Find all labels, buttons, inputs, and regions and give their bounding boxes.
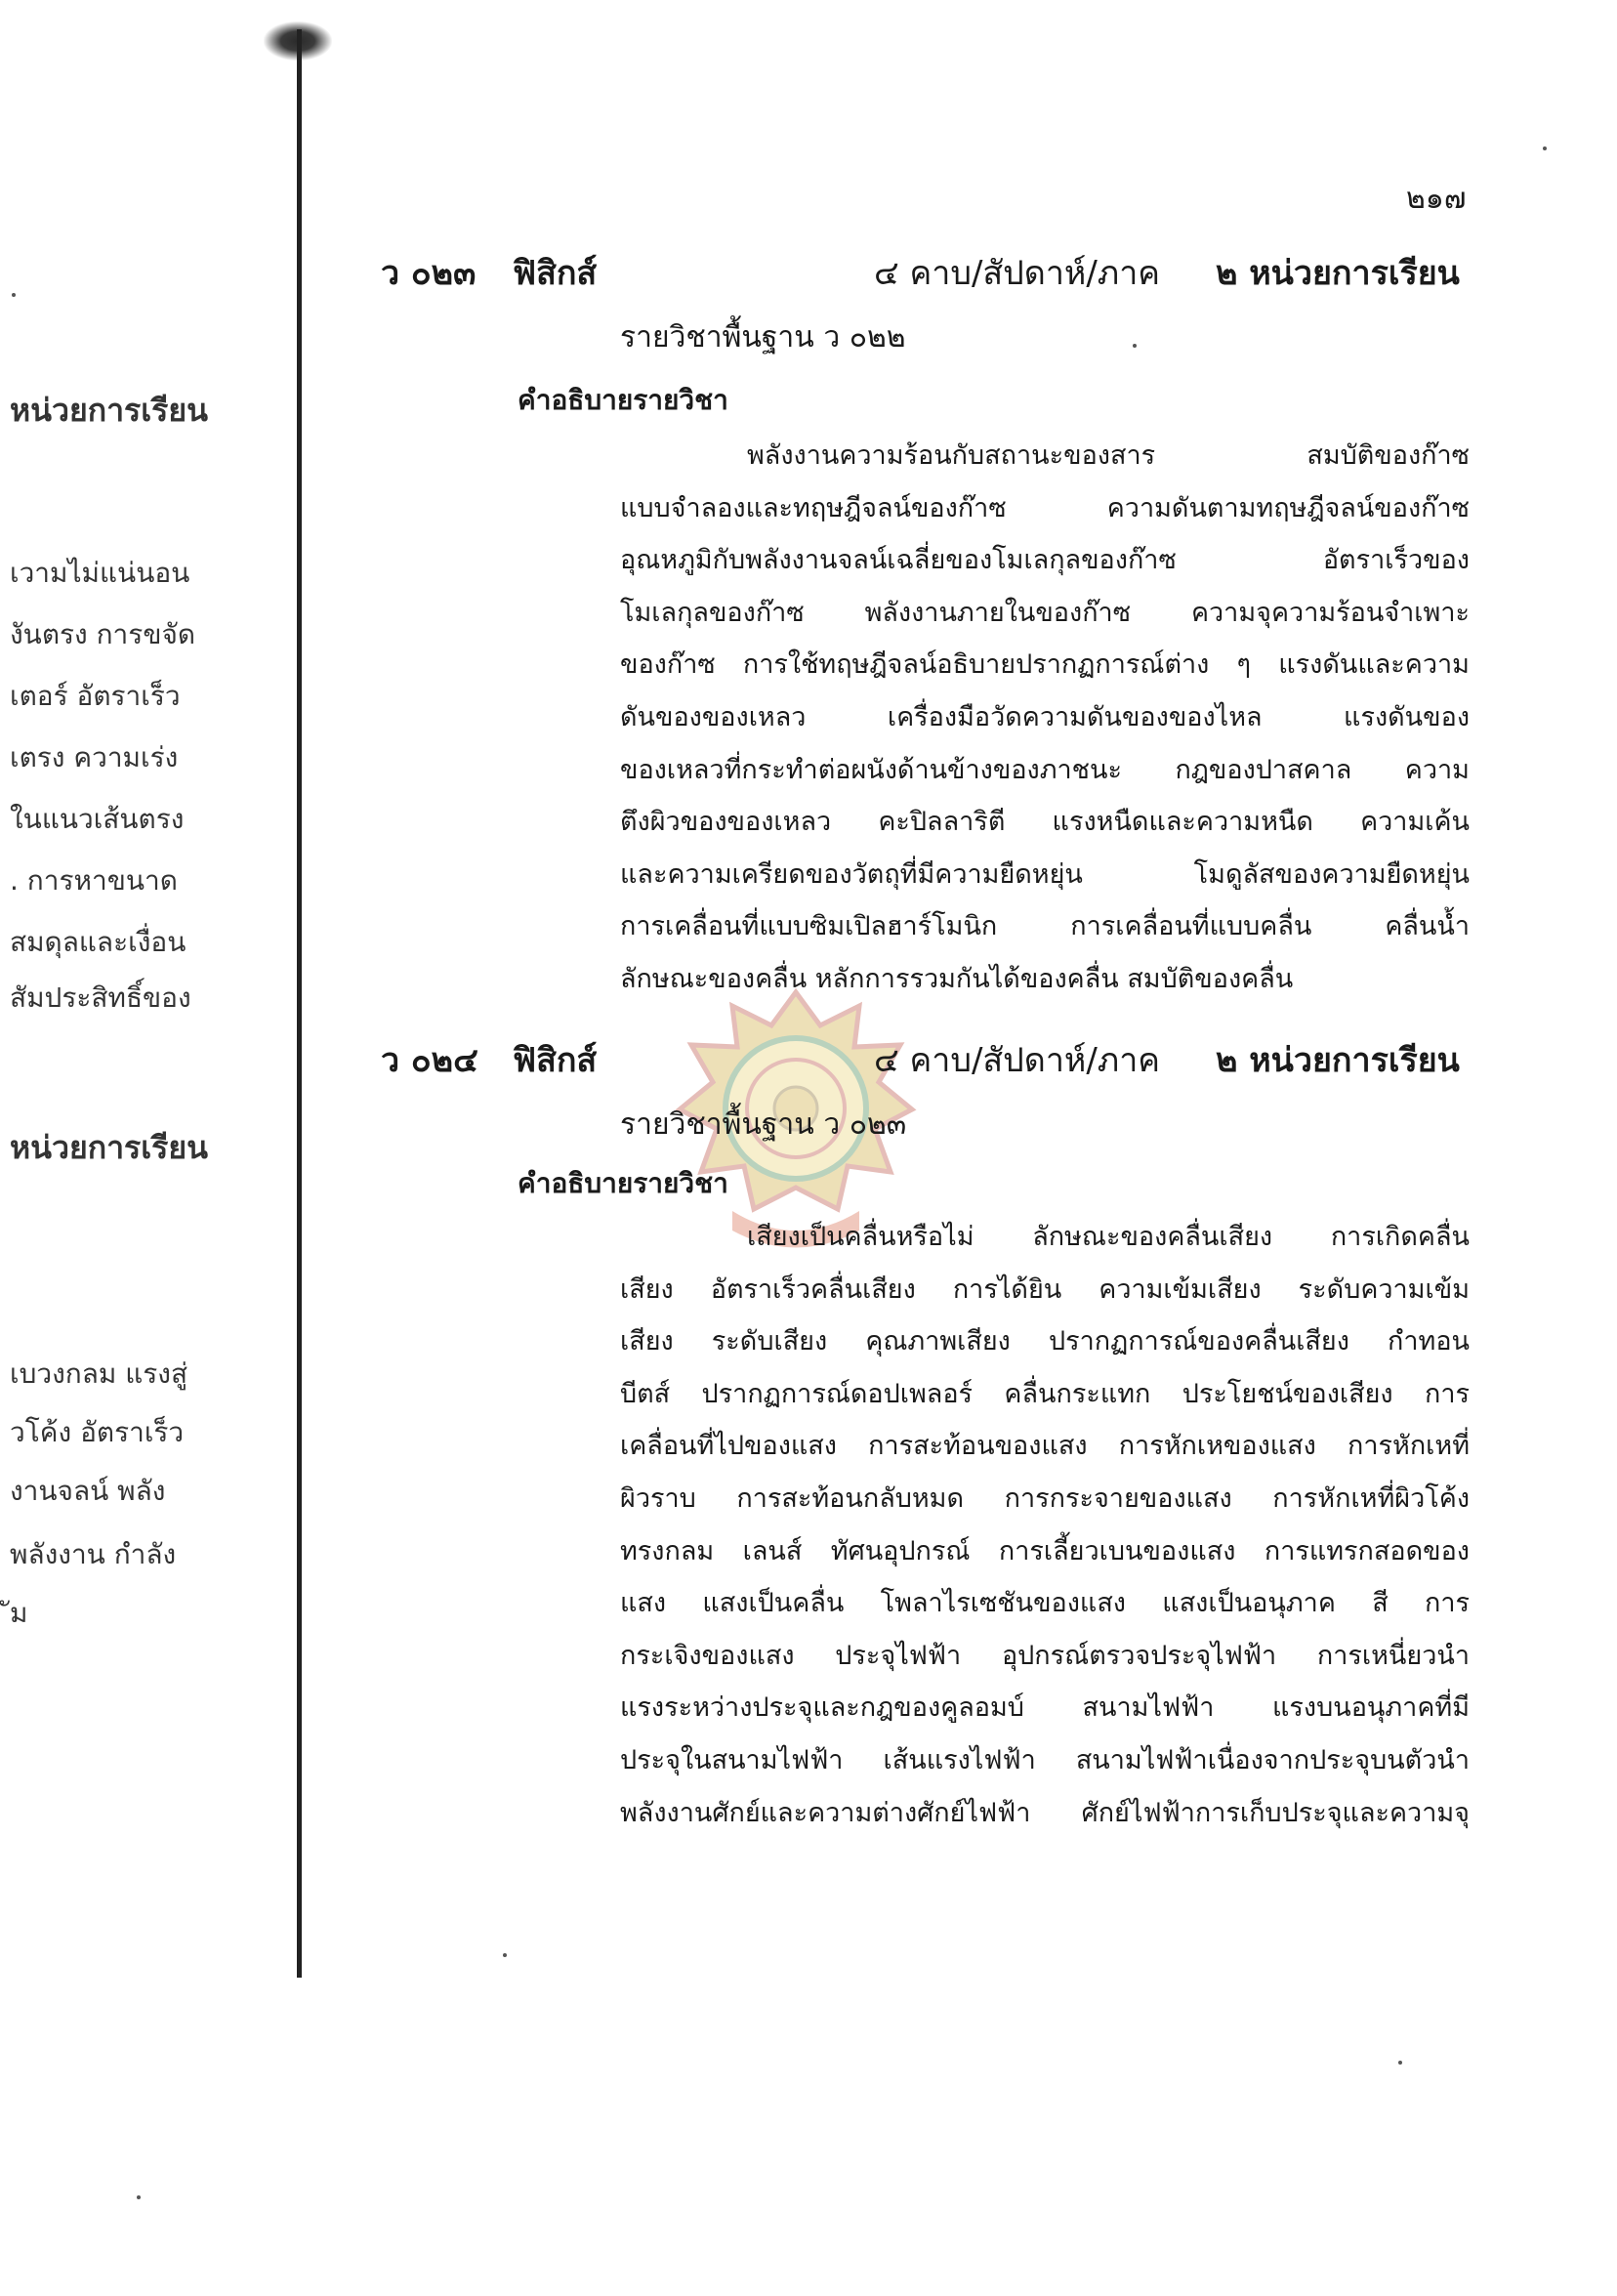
course-prerequisite: รายวิชาพื้นฐาน ว ๐๒๒ bbox=[620, 320, 906, 355]
prev-page-fragment: เตอร์ อัตราเร็ว bbox=[10, 680, 181, 712]
page-number: ๒๑๗ bbox=[1406, 182, 1467, 216]
prev-page-fragment: เบวงกลม แรงสู่ bbox=[10, 1357, 188, 1390]
description-line: ผิวราบ การสะท้อนกลับหมด การกระจายของแสง การหักเหที่ผิวโค้ง bbox=[620, 1482, 1470, 1514]
description-line: ของเหลวที่กระทำต่อผนังด้านข้างของภาชนะ กฎของปาสคาล ความ bbox=[620, 754, 1470, 785]
prev-page-fragment: หน่วยการเรียน bbox=[10, 1129, 208, 1166]
prev-page-fragment: หน่วยการเรียน bbox=[10, 392, 208, 429]
prev-page-fragment: งานจลน์ พลัง bbox=[10, 1475, 166, 1507]
prev-page-fragment: เตรง ความเร่ง bbox=[10, 741, 179, 773]
scan-speck bbox=[12, 293, 16, 297]
course-credits: ๒ หน่วยการเรียน bbox=[1216, 254, 1460, 293]
prev-page-fragment: วโค้ง อัตราเร็ว bbox=[10, 1416, 185, 1448]
previous-page-margin bbox=[0, 0, 254, 2296]
description-line: ของก๊าซ การใช้ทฤษฎีจลน์อธิบายปรากฏการณ์ต่าง ๆ แรงดันและความ bbox=[620, 649, 1470, 681]
scan-speck bbox=[1133, 344, 1137, 348]
course-prerequisite: รายวิชาพื้นฐาน ว ๐๒๓ bbox=[620, 1107, 907, 1142]
scan-speck bbox=[1543, 146, 1547, 150]
scan-speck bbox=[137, 2195, 141, 2199]
course-name: ฟิสิกส์ bbox=[513, 1041, 598, 1080]
prev-page-fragment: งันตรง การขจัด bbox=[10, 618, 196, 650]
description-line: ทรงกลม เลนส์ ทัศนอุปกรณ์ การเลี้ยวเบนของแสง การแทรกสอดของ bbox=[620, 1535, 1470, 1566]
description-line: อุณหภูมิกับพลังงานจลน์เฉลี่ยของโมเลกุลของก๊าซ อัตราเร็วของ bbox=[620, 545, 1470, 576]
course-code: ว ๐๒๔ bbox=[381, 1041, 478, 1080]
prev-page-fragment: ัม bbox=[10, 1597, 28, 1629]
binding-line bbox=[297, 29, 302, 1978]
description-line: เสียงเป็นคลื่นหรือไม่ ลักษณะของคลื่นเสียง การเกิดคลื่น bbox=[747, 1222, 1470, 1252]
description-line: บีตส์ ปรากฏการณ์ดอปเพลอร์ คลื่นกระแทก ประโยชน์ของเสียง การ bbox=[620, 1378, 1470, 1409]
description-heading: คำอธิบายรายวิชา bbox=[518, 1167, 728, 1199]
prev-page-fragment: เวามไม่แน่นอน bbox=[10, 557, 190, 589]
course-description bbox=[620, 430, 1470, 1006]
course-code: ว ๐๒๓ bbox=[381, 254, 477, 293]
course-periods: ๔ คาบ/สัปดาห์/ภาค bbox=[874, 1041, 1161, 1080]
course-description bbox=[620, 1211, 1470, 1839]
description-line: พลังงานความร้อนกับสถานะของสาร สมบัติของก๊าซ bbox=[747, 440, 1470, 471]
scan-speck bbox=[503, 1953, 507, 1957]
prev-page-fragment: . การหาขนาด bbox=[10, 864, 178, 897]
description-line: กระเจิงของแสง ประจุไฟฟ้า อุปกรณ์ตรวจประจุไฟฟ้า การเหนี่ยวนำ bbox=[620, 1640, 1470, 1671]
prev-page-fragment: พลังงาน กำลัง bbox=[10, 1538, 177, 1570]
description-line: เคลื่อนที่ไปของแสง การสะท้อนของแสง การหักเหของแสง การหักเหที่ bbox=[620, 1431, 1470, 1462]
course-credits: ๒ หน่วยการเรียน bbox=[1216, 1041, 1460, 1080]
description-line: แสง แสงเป็นคลื่น โพลาไรเซชันของแสง แสงเป็นอนุภาค สี การ bbox=[620, 1588, 1470, 1619]
description-line: ลักษณะของคลื่น หลักการรวมกันได้ของคลื่น สมบัติของคลื่น bbox=[620, 963, 1294, 994]
description-line: เสียง ระดับเสียง คุณภาพเสียง ปรากฏการณ์ของคลื่นเสียง กำทอน bbox=[620, 1326, 1470, 1357]
scan-speck bbox=[1398, 2061, 1402, 2065]
description-line: และความเครียดของวัตถุที่มีความยืดหยุ่น โมดูลัสของความยืดหยุ่น bbox=[620, 858, 1470, 890]
description-heading: คำอธิบายรายวิชา bbox=[518, 384, 728, 416]
description-line: เสียง อัตราเร็วคลื่นเสียง การได้ยิน ความเข้มเสียง ระดับความเข้ม bbox=[620, 1273, 1470, 1305]
description-line: โมเลกุลของก๊าซ พลังงานภายในของก๊าซ ความจุความร้อนจำเพาะ bbox=[620, 597, 1470, 628]
description-line: การเคลื่อนที่แบบซิมเปิลฮาร์โมนิก การเคลื่อนที่แบบคลื่น คลื่นน้ำ bbox=[620, 911, 1470, 942]
course-periods: ๔ คาบ/สัปดาห์/ภาค bbox=[874, 254, 1161, 293]
description-line: ดันของของเหลว เครื่องมือวัดความดันของของไหล แรงดันของ bbox=[620, 701, 1470, 732]
description-line: แรงระหว่างประจุและกฎของคูลอมบ์ สนามไฟฟ้า แรงบนอนุภาคที่มี bbox=[620, 1692, 1470, 1724]
prev-page-fragment: สัมประสิทธิ์ของ bbox=[10, 981, 191, 1014]
prev-page-fragment: ในแนวเส้นตรง bbox=[10, 803, 185, 835]
course-header bbox=[381, 1033, 1474, 1084]
description-line: แบบจำลองและทฤษฎีจลน์ของก๊าซ ความดันตามทฤษฎีจลน์ของก๊าซ bbox=[620, 492, 1470, 523]
course-header bbox=[381, 246, 1474, 297]
description-line: ประจุในสนามไฟฟ้า เส้นแรงไฟฟ้า สนามไฟฟ้าเนื่องจากประจุบนตัวนำ bbox=[620, 1744, 1470, 1775]
course-name: ฟิสิกส์ bbox=[513, 254, 598, 293]
description-line: พลังงานศักย์และความต่างศักย์ไฟฟ้า ศักย์ไฟฟ้าการเก็บประจุและความจุ bbox=[620, 1797, 1470, 1828]
description-line: ตึงผิวของของเหลว คะปิลลาริตี แรงหนืดและความหนืด ความเค้น bbox=[620, 807, 1470, 838]
prev-page-fragment: สมดุลและเงื่อน bbox=[10, 926, 187, 958]
